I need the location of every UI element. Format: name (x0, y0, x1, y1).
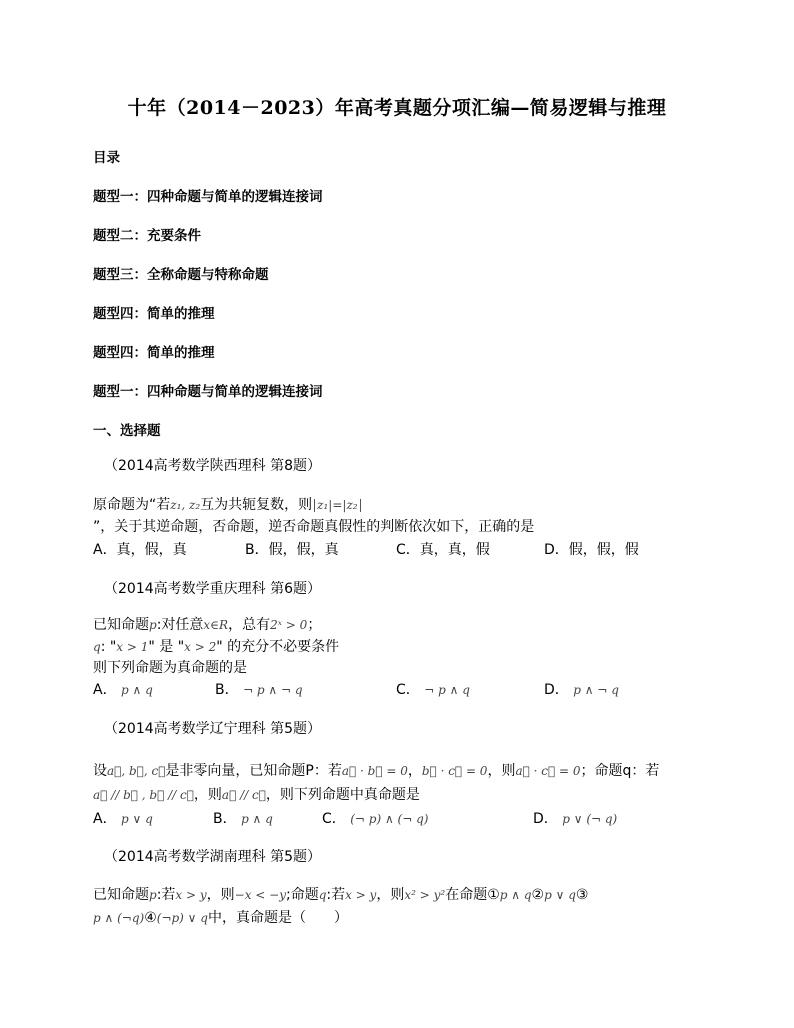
option-label: C． (396, 682, 420, 698)
q3-option-c (322, 808, 428, 828)
q3-option-b-math: p ∧ q (241, 812, 273, 826)
q4-math-q: q (318, 888, 327, 902)
q3-option-d-math: p ∨ (¬ q) (562, 812, 618, 826)
q2-source: （2014高考数学重庆理科 第6题） (104, 581, 321, 597)
section-sub-heading: 一、选择题 (93, 423, 161, 439)
q3-stem-line2 (93, 784, 420, 804)
q2-stem-line2 (93, 636, 339, 656)
q2-option-c (396, 679, 470, 699)
option-label: D． (533, 811, 558, 827)
q4-text: ;命题 (285, 887, 319, 903)
q4-math-o2: p ∨ q (544, 888, 576, 902)
toc-item: 题型二：充要条件 (93, 228, 201, 244)
q4-stem-line1 (93, 884, 588, 904)
q4-math-o3: p ∧ (¬q) (93, 911, 145, 925)
option-label: B． (215, 682, 239, 698)
toc-item: 题型一：四种命题与简单的逻辑连接词 (93, 189, 323, 205)
q4-math-p: p (149, 888, 157, 902)
q2-text: ，总有 (228, 617, 271, 633)
document-title: 十年（2014－2023）年高考真题分项汇编—简易逻辑与推理 (127, 97, 667, 119)
toc-item: 题型四：简单的推理 (93, 306, 215, 322)
q4-text: 已知命题 (93, 887, 149, 903)
q3-math-ac: a⃗ · c⃗ = 0 (515, 764, 581, 778)
q3-text: ， (407, 763, 422, 779)
q2-option-d-math: p ∧ ¬ q (573, 683, 619, 697)
q3-text: ；命题q：若 (580, 763, 660, 779)
q2-math-2x: 2ˣ > 0 (270, 618, 308, 632)
q4-text: ，则 (376, 887, 405, 903)
q4-math-xy: x > y (175, 888, 207, 902)
q3-math-bc: b⃗ · c⃗ = 0 (421, 764, 488, 778)
q2-text: " 的充分不必要条件 (216, 639, 340, 655)
q1-stem-line1 (93, 494, 363, 514)
q2-text: " 是 " (148, 639, 185, 655)
q2-stem-line3: 则下列命题为真命题的是 (93, 660, 247, 676)
q4-circled-2: ② (531, 887, 545, 903)
q1-option-b: B．假，假，真 (245, 542, 339, 558)
q3-text: ，则 (193, 787, 222, 803)
q3-text: 设 (93, 763, 107, 779)
q1-text: 原命题为“若 (93, 497, 171, 513)
q2-option-b-math: ¬ p ∧ ¬ q (243, 683, 303, 697)
q3-option-a (93, 808, 153, 828)
option-label: A． (93, 811, 117, 827)
q4-text: :若 (156, 887, 176, 903)
option-label: A． (93, 682, 117, 698)
toc-item: 题型四：简单的推理 (93, 345, 215, 361)
q3-option-b (213, 808, 273, 828)
q3-text: ，则 (487, 763, 516, 779)
q4-text: ，则 (206, 887, 235, 903)
toc-heading: 目录 (93, 150, 120, 166)
q1-option-c: C．真，真，假 (396, 542, 490, 558)
q4-math-sq: x² > y² (404, 888, 446, 902)
q2-option-a-math: p ∧ q (121, 683, 153, 697)
q1-text: 互为共轭复数，则 (200, 497, 313, 513)
q4-math-xy2: x > y (345, 888, 377, 902)
q2-option-d (544, 679, 619, 699)
q3-math-par2: a⃗ // c⃗ (221, 788, 266, 802)
q4-math-neg: −x < −y (234, 888, 286, 902)
q3-option-c-math: (¬ p) ∧ (¬ q) (350, 812, 429, 826)
option-label: C． (322, 811, 346, 827)
q3-text: ，则下列命题中真命题是 (265, 787, 420, 803)
q2-option-c-math: ¬ p ∧ q (424, 683, 470, 697)
q2-option-a (93, 679, 153, 699)
q1-math-abs: z₁|=|z₂ (314, 499, 360, 512)
q2-math-x1: x > 1 (116, 640, 149, 654)
option-label: D． (544, 682, 569, 698)
q2-stem-line1 (93, 614, 321, 634)
q4-stem-line2 (93, 907, 348, 927)
q2-text: ； (307, 617, 322, 633)
q1-math-z1z2: z₁, z₂ (170, 498, 201, 512)
q3-math-ab: a⃗ · b⃗ = 0 (341, 764, 408, 778)
q2-math-xR: x∈R (203, 618, 229, 632)
q4-circled-3: ③ (575, 887, 589, 903)
q1-option-a: A．真，假，真 (93, 542, 187, 558)
section-type-heading: 题型一：四种命题与简单的逻辑连接词 (93, 384, 323, 400)
q3-stem-line1 (93, 760, 659, 780)
q4-text: :若 (326, 887, 346, 903)
q3-math-par1: a⃗ // b⃗ , b⃗ // c⃗ (93, 788, 194, 802)
q4-math-o4: (¬p) ∨ q (156, 911, 208, 925)
q2-option-b (215, 679, 303, 699)
q3-math-vecs: a⃗, b⃗, c⃗ (107, 764, 166, 778)
q3-text: 是非零向量，已知命题P：若 (165, 763, 342, 779)
q1-stem-line2: ”，关于其逆命题，否命题，逆否命题真假性的判断依次如下，正确的是 (93, 519, 535, 535)
q2-math-x2: x > 2 (184, 640, 217, 654)
option-label: B． (213, 811, 237, 827)
q2-text: : " (100, 639, 117, 655)
q4-source: （2014高考数学湖南理科 第5题） (104, 849, 321, 865)
q4-text: 中，真命题是（ ） (207, 910, 348, 926)
q2-math-p: p (149, 618, 157, 632)
q2-math-q: q (93, 640, 101, 654)
q2-text: :对任意 (156, 617, 204, 633)
q4-math-o1: p ∧ q (499, 888, 532, 902)
q4-circled-1: ① (487, 887, 500, 903)
q3-option-a-math: p ∨ q (121, 812, 153, 826)
q3-option-d (533, 808, 617, 828)
q1-option-d: D．假，假，假 (544, 542, 639, 558)
q2-text: 已知命题 (93, 617, 149, 633)
q1-source: （2014高考数学陕西理科 第8题） (104, 458, 321, 474)
toc-item: 题型三：全称命题与特称命题 (93, 267, 269, 283)
q4-text: 在命题 (445, 887, 488, 903)
q3-source: （2014高考数学辽宁理科 第5题） (104, 721, 321, 737)
q4-circled-4: ④ (144, 910, 157, 926)
